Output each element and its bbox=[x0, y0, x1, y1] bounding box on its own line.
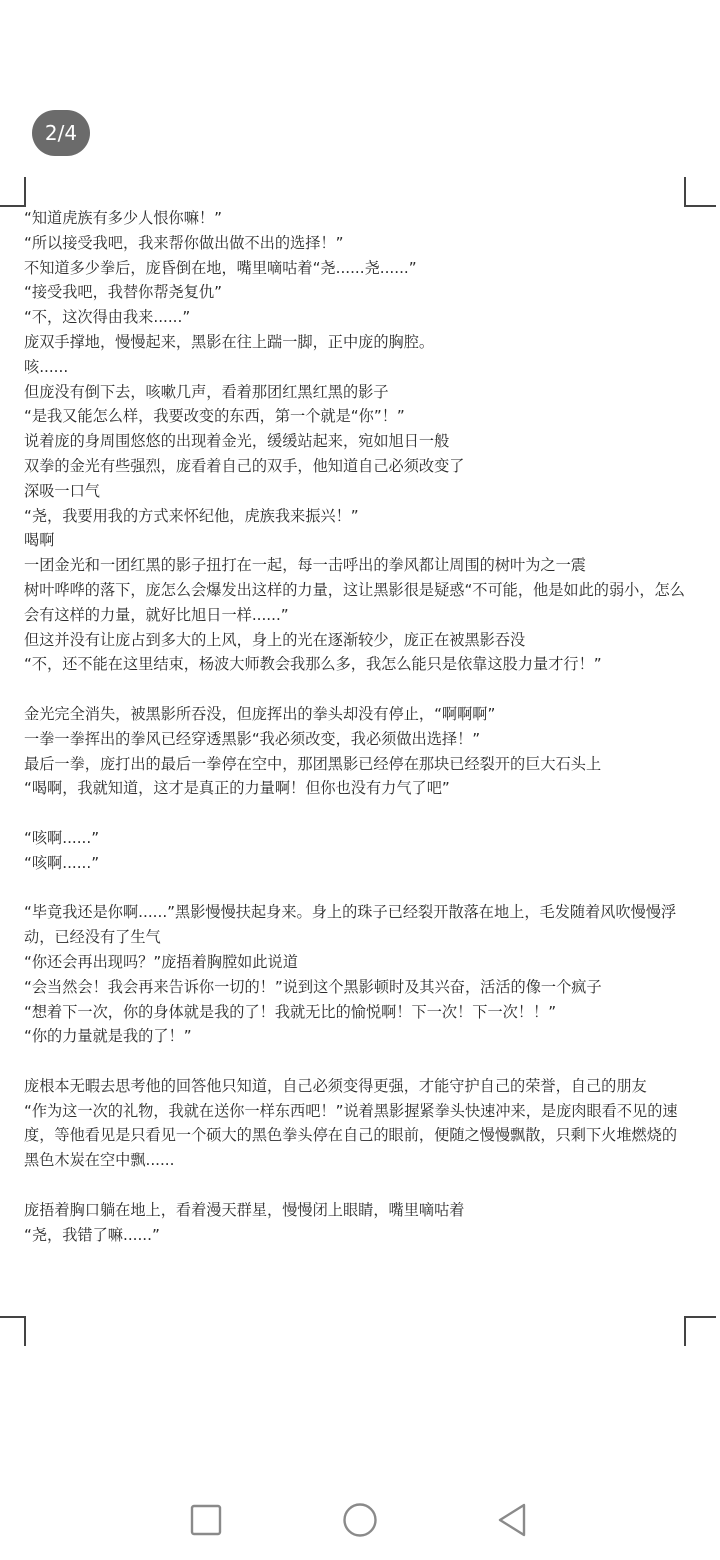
back-button[interactable] bbox=[482, 1490, 542, 1550]
document-paragraph: “尧，我错了嘛......” bbox=[24, 1225, 160, 1244]
crop-mark-bottom-left bbox=[0, 1316, 26, 1346]
document-paragraph: “不，还不能在这里结束，杨波大师教会我那么多，我怎么能只是依靠这股力量才行！” bbox=[24, 655, 602, 674]
crop-mark-bottom-right bbox=[684, 1316, 716, 1346]
document-paragraph: 深吸一口气 bbox=[24, 481, 100, 500]
document-paragraph: 一拳一拳挥出的拳风已经穿透黑影“我必须改变，我必须做出选择！” bbox=[24, 729, 481, 748]
document-paragraph: 不知道多少拳后，庞昏倒在地，嘴里嘀咕着“尧......尧......” bbox=[24, 258, 417, 277]
crop-mark-top-right bbox=[684, 177, 716, 207]
square-icon bbox=[190, 1504, 222, 1536]
blank-line bbox=[24, 1049, 688, 1074]
circle-icon bbox=[342, 1502, 378, 1538]
blank-line bbox=[24, 677, 688, 702]
recent-apps-button[interactable] bbox=[176, 1490, 236, 1550]
document-paragraph: 金光完全消失，被黑影所吞没，但庞挥出的拳头却没有停止，“啊啊啊” bbox=[24, 704, 496, 723]
document-paragraph: 庞根本无暇去思考他的回答他只知道，自己必须变得更强，才能守护自己的荣誉，自己的朋友 bbox=[24, 1076, 647, 1095]
document-paragraph: “尧，我要用我的方式来怀纪他，虎族我来振兴！” bbox=[24, 506, 359, 525]
document-paragraph: 最后一拳，庞打出的最后一拳停在空中，那团黑影已经停在那块已经裂开的巨大石头上 bbox=[24, 754, 602, 773]
page-indicator: 2/4 bbox=[32, 110, 90, 156]
blank-line bbox=[24, 1173, 688, 1198]
document-paragraph: “接受我吧，我替你帮尧复仇” bbox=[24, 283, 222, 302]
document-paragraph: “知道虎族有多少人恨你嘛！” bbox=[24, 209, 222, 227]
document-paragraph: “你的力量就是我的了！” bbox=[24, 1027, 192, 1046]
document-paragraph: “会当然会！我会再来告诉你一切的！”说到这个黑影顿时及其兴奋，活活的像一个疯子 bbox=[24, 977, 602, 996]
document-paragraph: 庞捂着胸口躺在地上，看着漫天群星，慢慢闭上眼睛，嘴里嘀咕着 bbox=[24, 1200, 465, 1219]
system-navigation-bar bbox=[0, 1490, 720, 1560]
document-paragraph: “是我又能怎么样，我要改变的东西，第一个就是“你”！” bbox=[24, 407, 405, 426]
document-paragraph: “咳啊......” bbox=[24, 828, 100, 847]
document-paragraph: “所以接受我吧，我来帮你做出做不出的选择！” bbox=[24, 233, 344, 252]
blank-line bbox=[24, 801, 688, 826]
home-button[interactable] bbox=[330, 1490, 390, 1550]
document-paragraph: “想着下一次，你的身体就是我的了！我就无比的愉悦啊！下一次！下一次！！” bbox=[24, 1002, 557, 1021]
document-paragraph: 咳...... bbox=[24, 357, 69, 376]
document-paragraph: 说着庞的身周围悠悠的出现着金光，缓缓站起来，宛如旭日一般 bbox=[24, 432, 450, 451]
document-paragraph: “作为这一次的礼物，我就在送你一样东西吧！”说着黑影握紧拳头快速冲来，是庞肉眼看不见的速度，等他看见是只看见一个硕大的黑色拳头停在自己的眼前，便随之慢慢飘散，只剩下火堆燃烧的黑色木炭在空中飘...... bbox=[24, 1101, 678, 1170]
triangle-back-icon bbox=[496, 1502, 528, 1538]
document-paragraph: 庞双手撑地，慢慢起来，黑影在往上踹一脚，正中庞的胸腔。 bbox=[24, 332, 435, 351]
document-paragraph: 但庞没有倒下去，咳嗽几声，看着那团红黑红黑的影子 bbox=[24, 382, 389, 401]
blank-line bbox=[24, 876, 688, 901]
document-paragraph: “喝啊，我就知道，这才是真正的力量啊！但你也没有力气了吧” bbox=[24, 779, 450, 798]
document-paragraph: 喝啊 bbox=[24, 531, 55, 550]
document-paragraph: 一团金光和一团红黑的影子扭打在一起，每一击呼出的拳风都让周围的树叶为之一震 bbox=[24, 556, 586, 575]
document-paragraph: “你还会再出现吗？”庞捂着胸膛如此说道 bbox=[24, 952, 298, 971]
document-paragraph: “不，这次得由我来......” bbox=[24, 308, 191, 327]
document-paragraph: “咳啊......” bbox=[24, 853, 100, 872]
document-paragraph: 但这并没有让庞占到多大的上风，身上的光在逐渐较少，庞正在被黑影吞没 bbox=[24, 630, 526, 649]
crop-mark-top-left bbox=[0, 177, 26, 207]
document-paragraph: 双拳的金光有些强烈，庞看着自己的双手，他知道自己必须改变了 bbox=[24, 456, 465, 475]
document-page-content bbox=[24, 206, 688, 1247]
document-paragraph: 树叶哗哗的落下，庞怎么会爆发出这样的力量，这让黑影很是疑惑“不可能，他是如此的弱小，怎么会有这样的力量，就好比旭日一样......” bbox=[24, 580, 685, 624]
document-paragraph: “毕竟我还是你啊......”黑影慢慢扶起身来。身上的珠子已经裂开散落在地上，毛发随着风吹慢慢浮动，已经没有了生气 bbox=[24, 903, 677, 947]
